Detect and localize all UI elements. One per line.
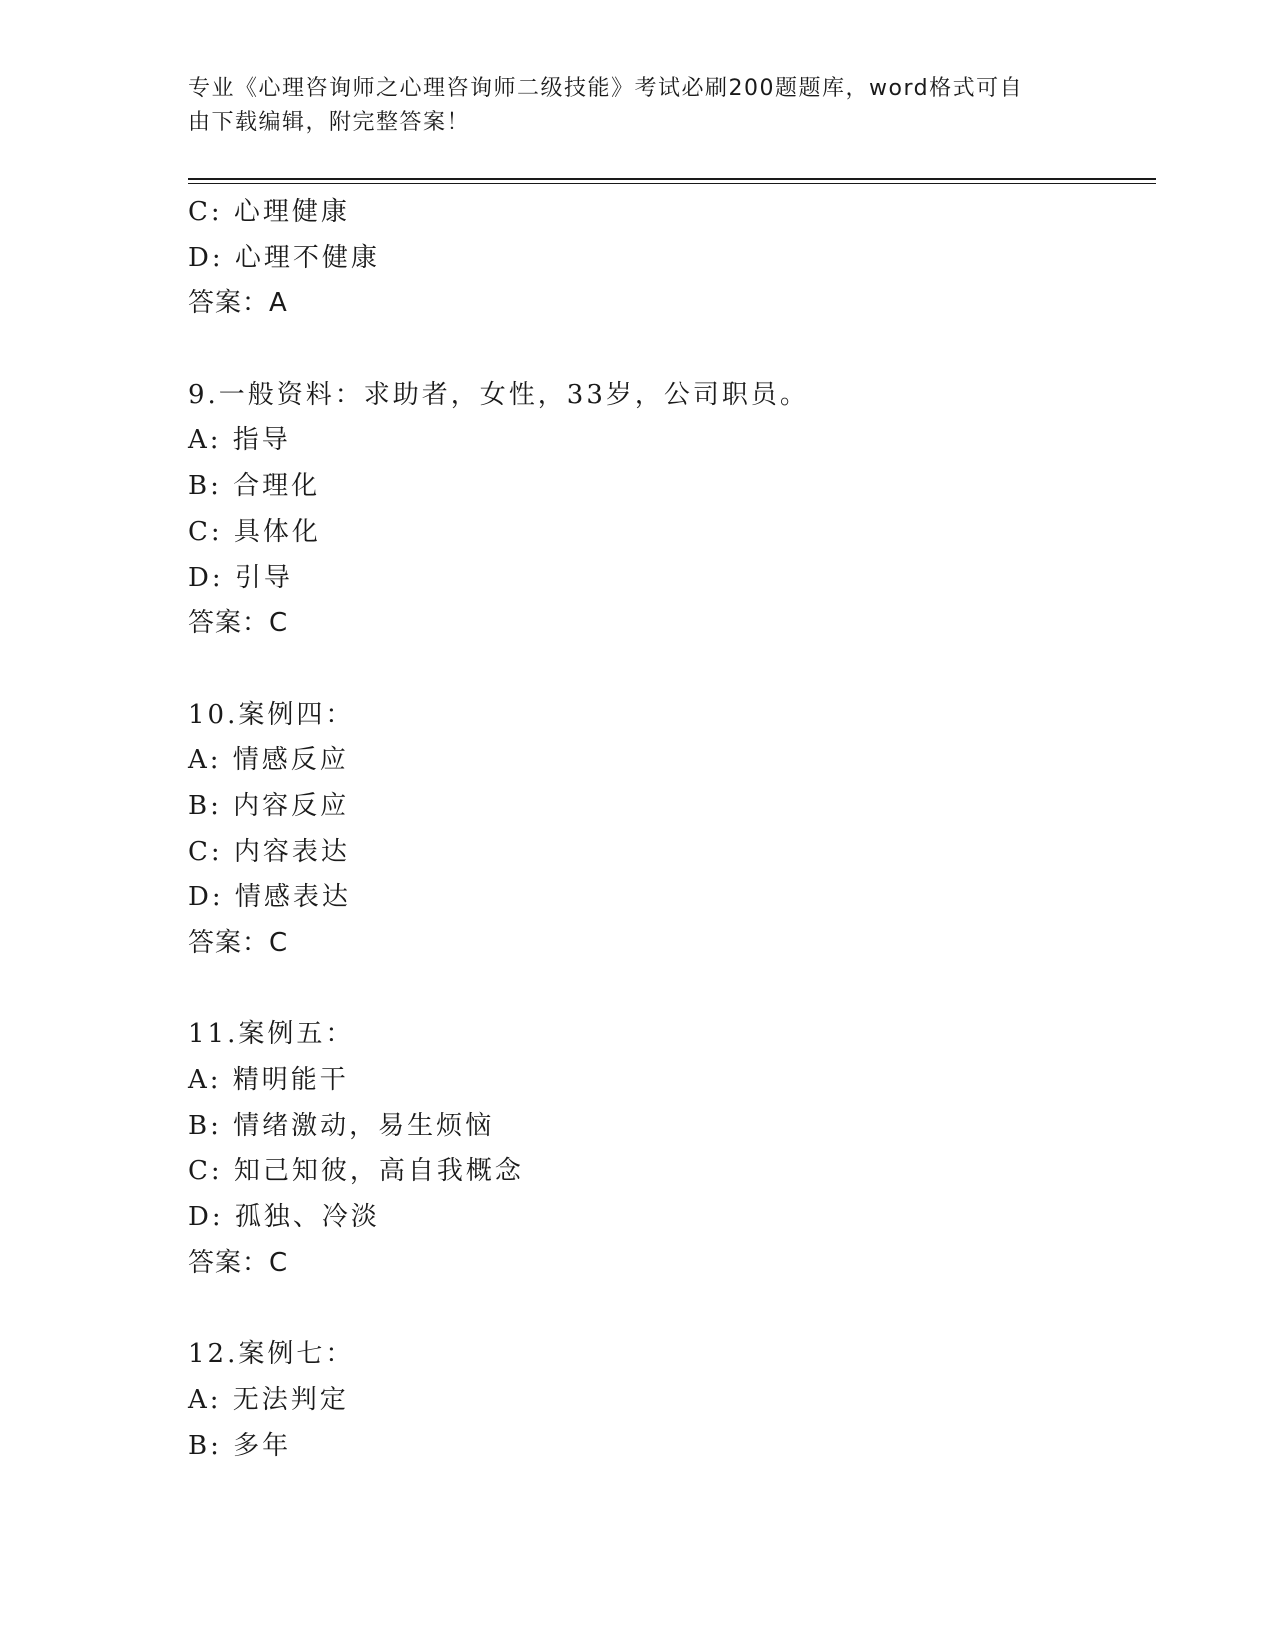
option-a: A: 无法判定 xyxy=(188,1384,349,1415)
option-b: B: 内容反应 xyxy=(188,790,350,821)
option-b: B: 多年 xyxy=(188,1430,292,1461)
question-stem: 12.案例七： xyxy=(188,1339,355,1370)
question-block-10 xyxy=(188,693,1148,967)
option-d: D: 心理不健康 xyxy=(188,242,380,273)
question-list xyxy=(188,190,1148,1469)
question-block-8-tail xyxy=(188,190,1148,327)
header-rule-bottom xyxy=(188,183,1156,184)
question-block-12 xyxy=(188,1332,1148,1469)
question-stem: 10.案例四： xyxy=(188,699,355,730)
question-gap xyxy=(188,327,1148,373)
question-gap xyxy=(188,1287,1148,1333)
answer-line: 答案：C xyxy=(188,1247,289,1278)
header-rule-top xyxy=(188,178,1156,180)
option-a: A: 精明能干 xyxy=(188,1065,349,1096)
answer-line: 答案：C xyxy=(188,928,289,958)
header-line-2: 由下载编辑，附完整答案！ xyxy=(188,110,471,135)
question-stem: 9.一般资料：求助者，女性，33岁，公司职员。 xyxy=(188,379,809,410)
option-c: C: 具体化 xyxy=(188,516,321,547)
question-gap xyxy=(188,967,1148,1013)
question-gap xyxy=(188,647,1148,693)
option-b: B: 合理化 xyxy=(188,471,321,502)
option-b: B: 情绪激动，易生烦恼 xyxy=(188,1110,495,1141)
question-stem: 11.案例五： xyxy=(188,1019,355,1050)
header-line-1: 专业《心理咨询师之心理咨询师二级技能》考试必刷200题题库，word格式可自 xyxy=(188,76,1024,101)
option-d: D: 引导 xyxy=(188,562,293,593)
document-header xyxy=(188,72,1068,140)
option-a: A: 情感反应 xyxy=(188,745,349,776)
option-a: A: 指导 xyxy=(188,425,291,456)
answer-line: 答案：A xyxy=(188,288,288,319)
question-block-11 xyxy=(188,1012,1148,1286)
option-c: C: 知己知彼，高自我概念 xyxy=(188,1156,524,1187)
answer-line: 答案：C xyxy=(188,608,289,639)
option-c: C: 心理健康 xyxy=(188,197,350,227)
option-d: D: 孤独、冷淡 xyxy=(188,1202,380,1233)
option-d: D: 情感表达 xyxy=(188,882,351,913)
question-block-9 xyxy=(188,373,1148,647)
option-c: C: 内容表达 xyxy=(188,836,350,867)
